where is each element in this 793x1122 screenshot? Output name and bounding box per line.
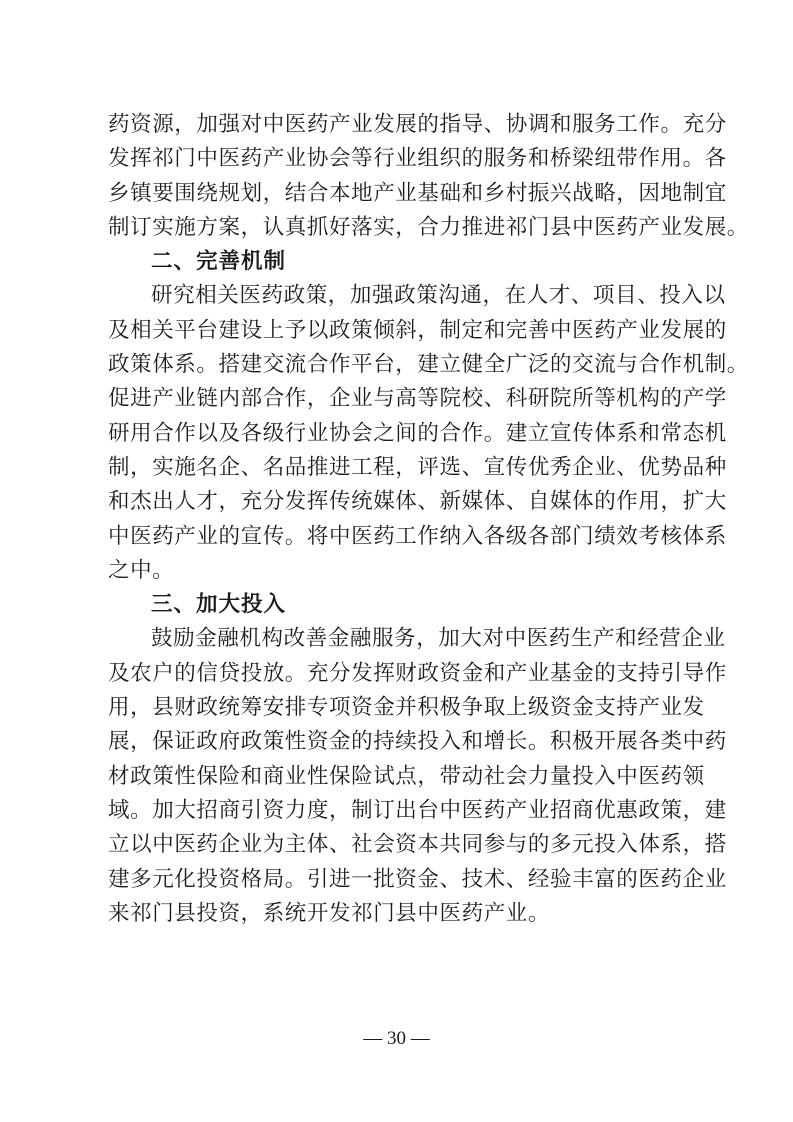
paragraph-line: 域。加大招商引资力度，制订出台中医药产业招商优惠政策，建 xyxy=(108,797,727,823)
paragraph-line: 研用合作以及各级行业协会之间的合作。建立宣传体系和常态机 xyxy=(108,420,727,446)
paragraph-line: 立以中医药企业为主体、社会资本共同参与的多元投入体系，搭 xyxy=(108,832,727,858)
paragraph-line: 中医药产业的宣传。将中医药工作纳入各级各部门绩效考核体系 xyxy=(108,523,727,549)
document-body xyxy=(108,108,749,931)
paragraph-line: 发挥祁门中医药产业协会等行业组织的服务和桥梁纽带作用。各 xyxy=(108,146,727,172)
paragraph-line: 研究相关医药政策，加强政策沟通，在人才、项目、投入以 xyxy=(151,283,726,309)
paragraph-line: 用，县财政统筹安排专项资金并积极争取上级资金支持产业发 xyxy=(108,695,705,721)
paragraph-line: 展，保证政府政策性资金的持续投入和增长。积极开展各类中药 xyxy=(108,729,727,755)
section-heading-increase-investment: 三、加大投入 xyxy=(151,592,287,618)
paragraph-line: 乡镇要围绕规划，结合本地产业基础和乡村振兴战略，因地制宜 xyxy=(108,180,727,206)
page-number: — 30 — xyxy=(363,1028,430,1049)
paragraph-line: 及农户的信贷投放。充分发挥财政资金和产业基金的支持引导作 xyxy=(108,660,727,686)
paragraph-line: 政策体系。搭建交流合作平台，建立健全广泛的交流与合作机制。 xyxy=(108,352,749,378)
paragraph-line: 来祁门县投资，系统开发祁门县中医药产业。 xyxy=(108,900,551,926)
paragraph-line: 制订实施方案，认真抓好落实，合力推进祁门县中医药产业发展。 xyxy=(108,214,749,240)
paragraph-line: 药资源，加强对中医药产业发展的指导、协调和服务工作。充分 xyxy=(108,112,727,137)
paragraph-line: 和杰出人才，充分发挥传统媒体、新媒体、自媒体的作用，扩大 xyxy=(108,489,727,515)
paragraph-line: 制，实施名企、名品推进工程，评选、宣传优秀企业、优势品种 xyxy=(108,454,727,480)
paragraph-line: 及相关平台建设上予以政策倾斜，制定和完善中医药产业发展的 xyxy=(108,317,727,343)
paragraph-line: 之中。 xyxy=(108,557,175,583)
paragraph-line: 建多元化投资格局。引进一批资金、技术、经验丰富的医药企业 xyxy=(108,866,727,892)
paragraph-line: 促进产业链内部合作，企业与高等院校、科研院所等机构的产学 xyxy=(108,386,727,412)
section-heading-improve-mechanism: 二、完善机制 xyxy=(151,249,287,275)
paragraph-line: 材政策性保险和商业性保险试点，带动社会力量投入中医药领 xyxy=(108,763,705,789)
paragraph-line: 鼓励金融机构改善金融服务，加大对中医药生产和经营企业 xyxy=(151,626,726,652)
